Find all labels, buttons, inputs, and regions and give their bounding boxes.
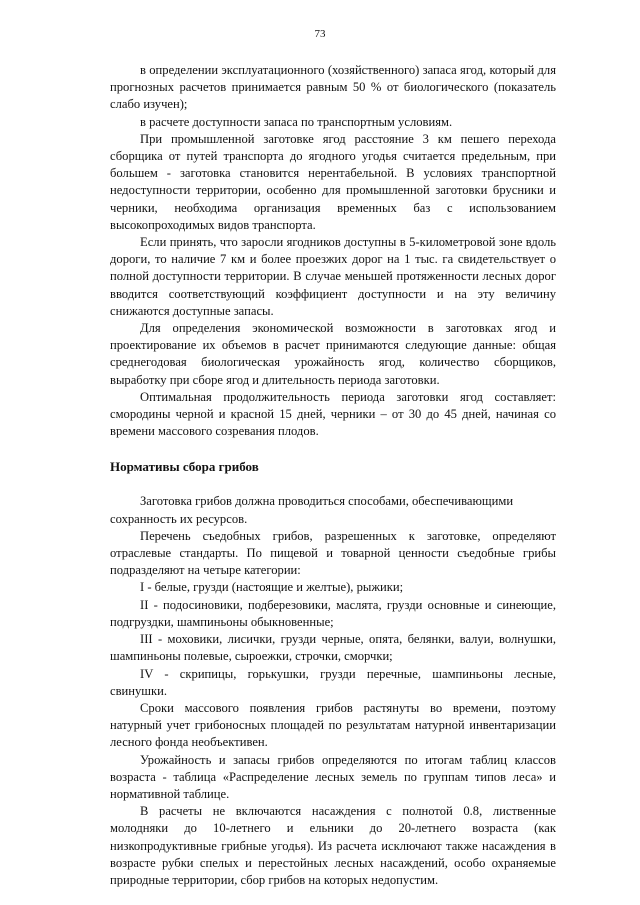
paragraph-edible-list: Перечень съедобных грибов, разрешенных к заготовке, определяют отраслевые стандарты. По пищевой и товарной ценности съедобные грибы подразделяют на четыре категории: (110, 528, 556, 578)
spacer (110, 440, 556, 458)
paragraph-mushroom-harvest: Заготовка грибов должна проводиться способами, обеспечивающими сохранность их ресурсов. (110, 494, 514, 526)
document-body (110, 62, 556, 889)
paragraph-category-3: III - моховики, лисички, грузди черные, опята, белянки, валуи, волнушки, шампиньоны полевые, сыроежки, строчки, сморчки; (110, 632, 556, 664)
paragraph-road-access: Если принять, что заросли ягодников доступны в 5-километровой зоне вдоль дороги, то наличие 7 км и более проезжих дорог на 1 тыс. га свидетельствует о полной доступности территории. В случае меньшей протяженности лесных дорог вводится соответствующий коэффициент доступности и на эту величину снижаются доступные запасы. (110, 235, 556, 318)
paragraph-industrial-harvest: При промышленной заготовке ягод расстояние 3 км пешего перехода сборщика от путей транспорта до ягодного угодья считается предельным, при большем - заготовка становится нерентабельной. В условиях транспортной недоступности территории, особенно для промышленной заготовки брусники и черники, необходима организация временных баз с использованием высокопроходимых видов транспорта. (110, 131, 556, 232)
spacer (110, 475, 556, 493)
paragraph-transport-availability: в расчете доступности запаса по транспортным условиям. (140, 114, 453, 129)
paragraph-harvest-duration: Оптимальная продолжительность периода заготовки ягод составляет: смородины черной и красной 15 дней, черники – от 30 до 45 дней, начиная со времени массового созревания плодов. (110, 389, 556, 439)
paragraph-yield-tables: Урожайность и запасы грибов определяются по итогам таблиц классов возраста - таблица «Распределение лесных земель по группам типов леса» и нормативной таблице. (110, 752, 556, 801)
paragraph-category-4: IV - скрипицы, горькушки, грузди перечные, шампиньоны лесные, свинушки. (110, 666, 556, 698)
section-heading: Нормативы сбора грибов (110, 459, 259, 475)
paragraph-economic-capacity: Для определения экономической возможности в заготовках ягод и проектирование их объемов в расчет принимаются следующие данные: общая среднегодовая биологическая урожайность ягод, количество сборщиков, выработку при сборе ягод и длительность периода заготовки. (110, 321, 556, 387)
paragraph-category-2: II - подосиновики, подберезовики, маслята, грузди основные и синеющие, подгруздки, шампиньоны обыкновенные; (110, 597, 556, 629)
paragraph-appearance-timing: Сроки массового появления грибов растянуты во времени, поэтому натурный учет грибоносных площадей по результатам натурной инвентаризации лесного фонда необъективен. (110, 700, 556, 750)
paragraph-exploitation-reserve: в определении эксплуатационного (хозяйственного) запаса ягод, который для прогнозных расчетов принимается равным 50 % от биологического (показатель слабо изучен); (110, 63, 556, 112)
paragraph-exclusions: В расчеты не включаются насаждения с полнотой 0.8, лиственные молодняки до 10-летнего и ельники до 20-летнего возраста (как низкопродуктивные грибные угодья). Из расчета исключают также насаждения в возрасте рубки спелых и перестойных лесных насаждений, особо охраняемые природные территории, сбор грибов на которых недопустим. (110, 804, 556, 887)
paragraph-category-1: I - белые, грузди (настоящие и желтые), рыжики; (140, 580, 404, 595)
page-number: 73 (314, 28, 326, 40)
